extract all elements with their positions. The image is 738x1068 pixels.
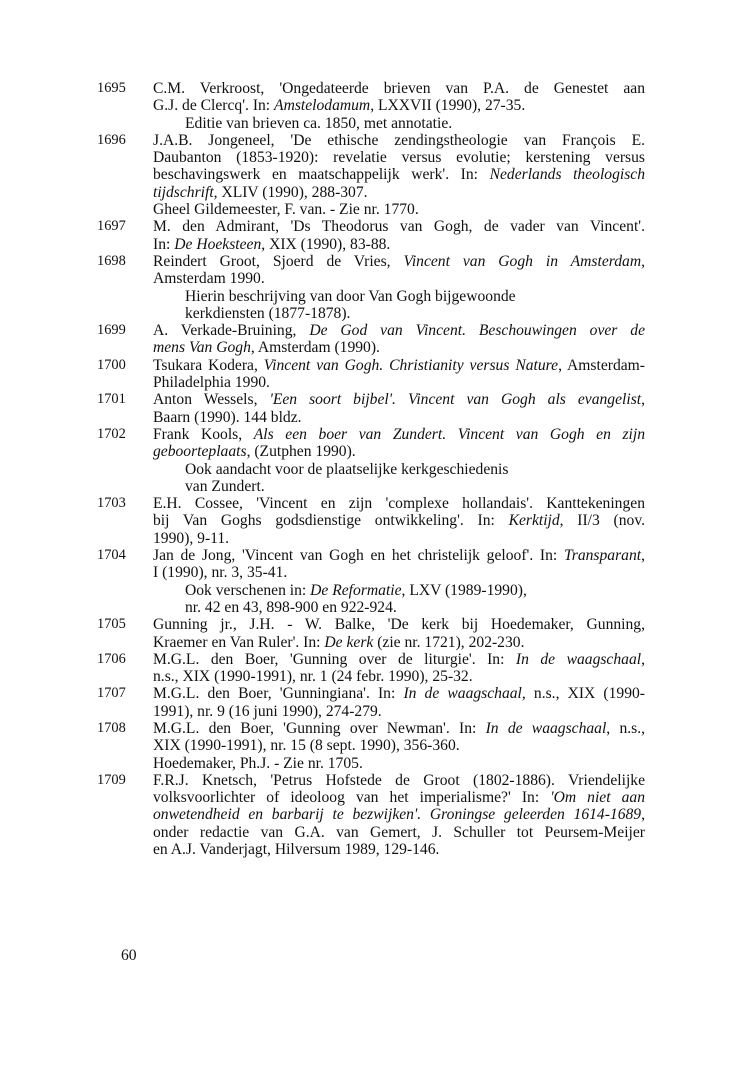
entry-line — [153, 339, 645, 356]
entry-line — [153, 685, 645, 702]
entry-number: 1699 — [97, 322, 126, 339]
entry-line — [153, 616, 645, 633]
entry-annotation-line — [153, 478, 645, 495]
italic-title: 'Een soort bijbel'. Vincent van Gogh als evangelist — [269, 391, 642, 409]
entry-text — [153, 651, 645, 686]
text-run: Hierin beschrijving van door Van Gogh bijgewoonde — [185, 287, 516, 305]
italic-title: Kerktijd — [508, 512, 560, 530]
entry-text — [153, 772, 645, 858]
entry-line — [153, 772, 645, 789]
text-run: , — [641, 391, 645, 409]
entry-line — [153, 149, 645, 166]
entry-number: 1702 — [97, 425, 126, 442]
italic-title: 'Om niet aan — [550, 789, 645, 807]
text-run: , XLIV (1990), 288-307. — [213, 183, 368, 201]
italic-title: De Reformatie — [310, 581, 402, 599]
entry-text — [153, 495, 645, 547]
entry-number: 1709 — [97, 771, 126, 788]
page-number: 60 — [121, 947, 137, 964]
entry-annotation-line — [153, 599, 645, 616]
text-run: C.M. Verkroost, 'Ongedateerde brieven van P.A. de Genestet aan — [153, 80, 645, 97]
bibliography-entry — [0, 218, 738, 253]
text-run: 1991), nr. 9 (16 juni 1990), 274-279. — [153, 702, 382, 720]
text-run: , n.s., — [606, 719, 646, 737]
italic-title: De God van Vincent. Beschouwingen over de — [309, 322, 646, 340]
entry-text — [153, 391, 645, 426]
text-run: Editie van brieven ca. 1850, met annotatie. — [185, 114, 453, 132]
text-run: volksvoorlichter of ideoloog van het imperialisme?' In: — [153, 789, 551, 807]
text-run: , — [641, 252, 645, 270]
entry-line — [153, 201, 645, 218]
entry-line — [153, 218, 645, 235]
text-run: M.G.L. den Boer, 'Gunning over Newman'. In: — [153, 719, 486, 737]
text-run: M. den Admirant, 'Ds Theodorus van Gogh, de vader van Vincent'. — [153, 218, 645, 236]
text-run: M.G.L. den Boer, 'Gunningiana'. In: — [153, 685, 404, 703]
bibliography-entry — [0, 132, 738, 218]
entry-line — [153, 236, 645, 253]
italic-title: Vincent van Gogh. Christianity versus Nature — [263, 356, 559, 374]
text-run: Frank Kools, — [153, 425, 254, 443]
text-run: Kraemer en Van Ruler'. In: — [153, 633, 325, 651]
italic-title: geboorteplaats — [153, 443, 247, 461]
text-run: In: — [153, 235, 175, 253]
bibliography-entry — [0, 616, 738, 651]
bibliography-entry — [0, 322, 738, 357]
entry-text — [153, 547, 645, 616]
entry-number: 1706 — [97, 650, 126, 667]
text-run: , (Zutphen 1990). — [246, 443, 356, 461]
entry-text — [153, 720, 645, 772]
text-run: onder redactie van G.A. van Gemert, J. Schuller tot Peursem-Meijer — [153, 823, 645, 841]
entry-number: 1700 — [97, 356, 126, 373]
entry-line — [153, 547, 645, 564]
entry-number: 1701 — [97, 391, 126, 408]
entry-annotation-line — [153, 288, 645, 305]
entry-line — [153, 720, 645, 737]
italic-title: In de waagschaal — [515, 650, 642, 668]
text-run: beschavingswerk en maatschappelijk werk'. In: — [153, 166, 490, 184]
text-run: , Amsterdam- — [558, 356, 645, 374]
bibliography-entry — [0, 547, 738, 616]
entry-line — [153, 253, 645, 270]
text-run: nr. 42 en 43, 898-900 en 922-924. — [185, 598, 397, 616]
entry-line — [153, 668, 645, 685]
text-run: , Amsterdam (1990). — [250, 339, 380, 357]
entry-number: 1704 — [97, 547, 126, 564]
entry-line — [153, 634, 645, 651]
entry-line — [153, 270, 645, 287]
text-run: kerkdiensten (1877-1878). — [185, 304, 351, 322]
italic-title: De kerk — [324, 633, 374, 651]
entry-number: 1707 — [97, 685, 126, 702]
italic-title: onwetendheid en barbarij te bezwijken'. Groningse geleerden 1614-1689 — [153, 806, 642, 824]
text-run: n.s., XIX (1990-1991), nr. 1 (24 febr. 1990), 25-32. — [153, 668, 473, 686]
bibliography-entry — [0, 391, 738, 426]
italic-title: Nederlands theologisch — [489, 166, 645, 184]
text-run: M.G.L. den Boer, 'Gunning over de liturgie'. In: — [153, 650, 516, 668]
text-run: Amsterdam 1990. — [153, 270, 265, 288]
entry-annotation-line — [153, 305, 645, 322]
entry-line — [153, 184, 645, 201]
text-run: Baarn (1990). 144 bldz. — [153, 408, 302, 426]
entry-line — [153, 495, 645, 512]
text-run: en A.J. Vanderjagt, Hilversum 1989, 129-146. — [153, 841, 440, 859]
text-run: E.H. Cossee, 'Vincent en zijn 'complexe hollandais'. Kanttekeningen — [153, 495, 645, 513]
text-run: Philadelphia 1990. — [153, 374, 270, 392]
text-run: G.J. de Clercq'. In: — [153, 97, 275, 115]
bibliography-entry — [0, 426, 738, 495]
italic-title: Transparant — [563, 547, 642, 565]
entry-line — [153, 824, 645, 841]
entry-line — [153, 564, 645, 581]
entry-line — [153, 806, 645, 823]
text-run: Anton Wessels, — [153, 391, 270, 409]
text-run: , XIX (1990), 83-88. — [261, 235, 391, 253]
text-run: A. Verkade-Bruining, — [153, 322, 310, 340]
entry-number: 1703 — [97, 495, 126, 512]
text-run: , LXXVII (1990), 27-35. — [370, 97, 526, 115]
bibliography-entry — [0, 357, 738, 392]
text-run: Reindert Groot, Sjoerd de Vries, — [153, 252, 404, 270]
entry-number: 1697 — [97, 218, 126, 235]
entry-text — [153, 132, 645, 218]
entry-text — [153, 322, 645, 357]
entry-line — [153, 789, 645, 806]
text-run: XIX (1990-1991), nr. 15 (8 sept. 1990), 356-360. — [153, 737, 460, 755]
italic-title: Als een boer van Zundert. Vincent van Gogh en zijn — [253, 425, 645, 443]
text-run: , LXV (1989-1990), — [401, 581, 527, 599]
text-run: Tsukara Kodera, — [153, 356, 264, 374]
italic-title: Amstelodamum — [274, 97, 371, 115]
entry-number: 1696 — [97, 131, 126, 148]
text-run: Gunning jr., J.H. - W. Balke, 'De kerk bij Hoedemaker, Gunning, — [153, 616, 645, 634]
bibliography-entry — [0, 253, 738, 322]
text-run: (zie nr. 1721), 202-230. — [373, 633, 525, 651]
entry-line — [153, 409, 645, 426]
entry-text — [153, 80, 645, 132]
text-run: van Zundert. — [185, 477, 265, 495]
entry-annotation-line — [153, 461, 645, 478]
entry-line — [153, 426, 645, 443]
text-run: bij Van Goghs godsdienstige ontwikkeling'. In: — [153, 512, 509, 530]
entry-text — [153, 357, 645, 392]
entry-line — [153, 512, 645, 529]
text-run: Gheel Gildemeester, F. van. - Zie nr. 1770. — [153, 201, 419, 219]
italic-title: In de waagschaal — [403, 685, 522, 703]
text-run: , — [641, 650, 645, 668]
text-run: J.A.B. Jongeneel, 'De ethische zendingstheologie van François E. — [153, 131, 645, 149]
text-run: , II/3 (nov. — [559, 512, 645, 530]
entry-line — [153, 841, 645, 858]
entry-text — [153, 253, 645, 322]
italic-title: In de waagschaal — [485, 719, 607, 737]
entry-line — [153, 391, 645, 408]
entry-text — [153, 616, 645, 651]
entry-line — [153, 132, 645, 149]
entry-number: 1695 — [97, 80, 126, 96]
entry-line — [153, 755, 645, 772]
entry-line — [153, 97, 645, 114]
text-run: F.R.J. Knetsch, 'Petrus Hofstede de Groot (1802-1886). Vriendelijke — [153, 771, 645, 789]
text-run: I (1990), nr. 3, 35-41. — [153, 564, 288, 582]
text-run: , n.s., XIX (1990- — [521, 685, 645, 703]
entry-text — [153, 685, 645, 720]
text-run: Ook aandacht voor de plaatselijke kerkgeschiedenis — [185, 460, 509, 478]
entry-line — [153, 357, 645, 374]
italic-title: De Hoeksteen — [174, 235, 262, 253]
entry-line — [153, 651, 645, 668]
bibliography-entry — [0, 772, 738, 858]
entry-number: 1705 — [97, 616, 126, 633]
bibliography-entry — [0, 80, 738, 132]
text-run: , — [641, 547, 645, 565]
entry-line — [153, 166, 645, 183]
entry-line — [153, 703, 645, 720]
text-run: Daubanton (1853-1920): revelatie versus evolutie; kerstening versus — [153, 149, 645, 167]
entry-line — [153, 530, 645, 547]
text-run: Jan de Jong, 'Vincent van Gogh en het christelijk geloof'. In: — [153, 547, 564, 565]
entry-number: 1698 — [97, 252, 126, 269]
entry-number: 1708 — [97, 719, 126, 736]
italic-title: tijdschrift — [153, 183, 214, 201]
bibliography-entry — [0, 495, 738, 547]
italic-title: mens Van Gogh — [153, 339, 251, 357]
bibliography-entry — [0, 720, 738, 772]
entry-annotation-line — [153, 582, 645, 599]
bibliography-entry — [0, 651, 738, 686]
text-run: 1990), 9-11. — [153, 529, 230, 547]
italic-title: Vincent van Gogh in Amsterdam — [403, 252, 642, 270]
text-run: , — [641, 806, 645, 824]
entry-line — [153, 80, 645, 97]
entry-annotation-line — [153, 115, 645, 132]
entry-line — [153, 322, 645, 339]
entry-line — [153, 374, 645, 391]
text-run: Hoedemaker, Ph.J. - Zie nr. 1705. — [153, 754, 363, 772]
entry-text — [153, 426, 645, 495]
text-run: Ook verschenen in: — [185, 581, 311, 599]
entry-line — [153, 737, 645, 754]
entry-line — [153, 443, 645, 460]
entry-text — [153, 218, 645, 253]
bibliography-entry — [0, 685, 738, 720]
bibliography-list — [0, 80, 738, 858]
